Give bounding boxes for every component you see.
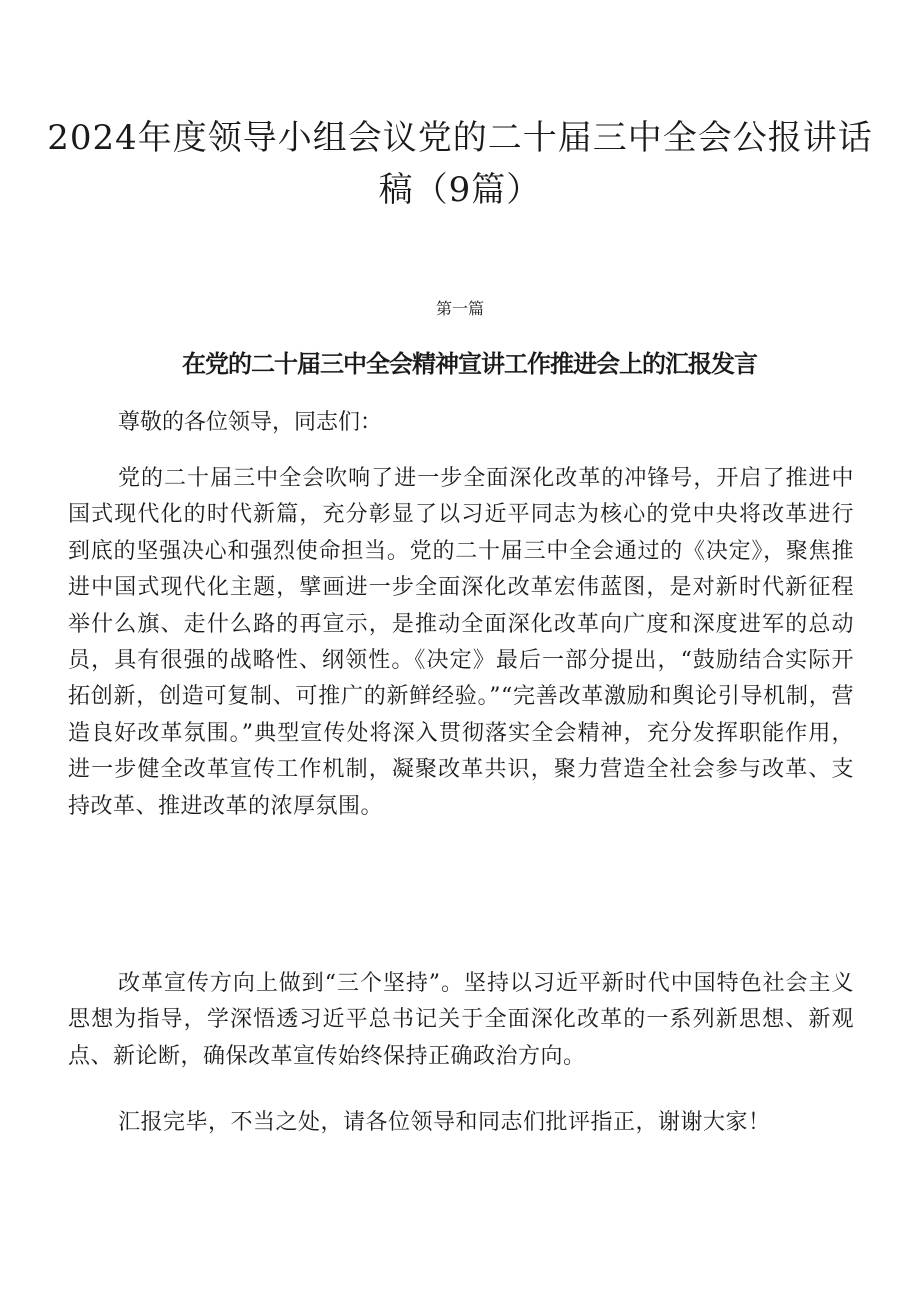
body-paragraph: 改革宣传方向上做到“三个坚持”。坚持以习近平新时代中国特色社会主义思想为指导，学深悟透习近平总书记关于全面深化改革的一系列新思想、新观点、新论断，确保改革宣传始终保持正确政治方向。 — [68, 971, 854, 1069]
document-title: 2024年度领导小组会议党的二十届三中全会公报讲话稿（9篇） — [47, 118, 873, 210]
section-label: 第一篇 — [435, 299, 484, 318]
salutation: 尊敬的各位领导，同志们： — [118, 410, 383, 435]
closing-paragraph: 汇报完毕，不当之处，请各位领导和同志们批评指正，谢谢大家！ — [118, 1110, 771, 1135]
speech-title: 在党的二十届三中全会精神宣讲工作推进会上的汇报发言 — [182, 350, 757, 378]
body-paragraph: 党的二十届三中全会吹响了进一步全面深化改革的冲锋号，开启了推进中国式现代化的时代新篇，充分彰显了以习近平同志为核心的党中央将改革进行到底的坚强决心和强烈使命担当。党的二十届三中全会通过的《决定》，聚焦推进中国式现代化主题，擘画进一步全面深化改革宏伟蓝图，是对新时代新征程举什么旗、走什么路的再宣示，是推动全面深化改革向广度和深度进军的总动员，具有很强的战略性、纲领性。《决定》最后一部分提出，“鼓励结合实际开拓创新，创造可复制、可推广的新鲜经验。”“完善改革激励和舆论引导机制，营造良好改革氛围。”典型宣传处将深入贯彻落实全会精神，充分发挥职能作用，进一步健全改革宣传工作机制，凝聚改革共识，聚力营造全社会参与改革、支持改革、推进改革的浓厚氛围。 — [68, 466, 854, 819]
